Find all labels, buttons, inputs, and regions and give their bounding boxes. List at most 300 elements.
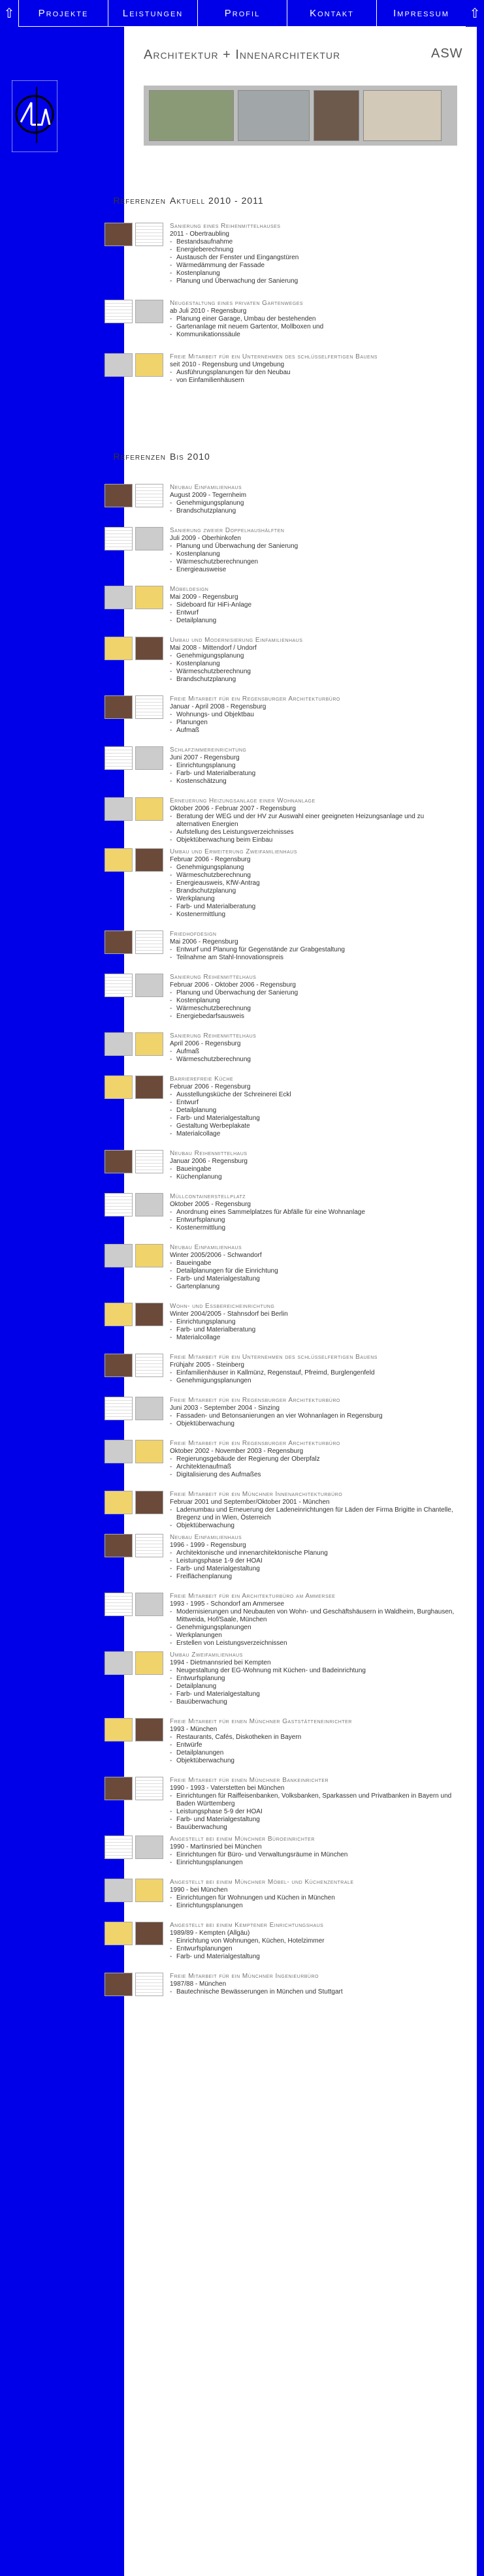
project-task: - Detailplanung [170,617,457,625]
project-thumbnail[interactable] [135,586,163,609]
project-thumbnails [105,1150,163,1173]
project-task: - Materialcollage [170,1130,457,1138]
project-entry [170,1354,457,1385]
project-date-location: Februar 2001 und September/Oktober 2001 - München [170,1499,330,1506]
project-task: - Brandschutzplanung [170,507,457,515]
project-task: - Einrichtungsplanung [170,762,457,770]
project-title: Friedhofdesign [170,930,217,938]
project-thumbnails [105,930,163,954]
nav-kontakt[interactable]: Kontakt [287,0,376,27]
project-title: Sanierung Reihenmittelhaus [170,974,257,981]
project-task: - Einrichtungsplanungen [170,1859,457,1867]
project-thumbnail[interactable] [105,1303,133,1326]
project-thumbnail[interactable] [105,1973,133,1996]
project-task: - Planung einer Garage, Umbau der bestehenden [170,315,457,323]
project-task: - Werkplanung [170,895,457,903]
project-thumbnail[interactable] [135,1440,163,1463]
project-task: - Bautechnische Bewässerungen in München und Stuttgart [170,1988,457,1996]
project-tasks [170,1412,457,1428]
project-task: - Detailplanung [170,1683,457,1691]
project-task: - Kostenermittlung [170,1224,457,1232]
project-task: - Digitalisierung des Aufmaßes [170,1471,457,1479]
project-thumbnail[interactable] [105,1922,133,1945]
project-task: - Genehmigungsplanung [170,500,457,507]
project-task: - Detailplanungen für die Einrichtung [170,1267,457,1275]
project-date-location: Oktober 2002 - November 2003 - Regensburg [170,1448,304,1455]
project-thumbnails [105,848,163,872]
project-entry [170,848,457,919]
project-thumbnails [105,1534,163,1557]
project-thumbnail[interactable] [135,848,163,872]
project-title: Umbau und Modernisierung Einfamilienhaus [170,637,303,644]
project-thumbnail[interactable] [135,797,163,821]
project-task: - Detailplanung [170,1107,457,1115]
project-thumbnail[interactable] [135,484,163,507]
project-date-location: Mai 2008 - Mittendorf / Undorf [170,644,257,652]
project-task: - Objektüberwachung [170,1420,457,1428]
project-task: - Architektenaufmaß [170,1463,457,1471]
project-title: Freie Mitarbeit für ein Regensburger Architekturbüro [170,1440,340,1447]
project-tasks [170,1455,457,1479]
project-tasks [170,369,457,385]
project-title: Freie Mitarbeit für einen Münchner Bankeinrichter [170,1777,329,1784]
project-title: Neubau Reihenmittelhaus [170,1150,248,1157]
nav-projekte[interactable]: Projekte [18,0,108,27]
project-task: - Beratung der WEG und der HV zur Auswahl einer geeigneten Heizungsanlage und zu alternativen Energien [170,813,457,829]
project-task: - Farb- und Materialberatung [170,770,457,778]
project-tasks [170,1937,457,1961]
project-entry [170,1440,457,1479]
project-tasks [170,1318,457,1342]
project-thumbnail[interactable] [135,1718,163,1741]
project-date-location: 1990 - bei München [170,1886,228,1894]
project-thumbnail[interactable] [135,353,163,377]
project-task: - Wärmedämmung der Fassade [170,262,457,270]
project-date-location: 1989/89 - Kempten (Allgäu) [170,1930,250,1937]
project-task: - Energiebedarfsausweis [170,1013,457,1021]
project-task: - Farb- und Materialberatung [170,1326,457,1334]
project-tasks [170,813,457,844]
project-thumbnail[interactable] [105,695,133,719]
project-date-location: Oktober 2006 - Februar 2007 - Regensburg [170,805,296,812]
project-thumbnail[interactable] [135,527,163,550]
project-thumbnail[interactable] [135,1397,163,1420]
project-entry [170,746,457,786]
project-thumbnail[interactable] [135,1150,163,1173]
project-date-location: Januar - April 2008 - Regensburg [170,703,266,710]
project-title: Neugestaltung eines privaten Gartenweges [170,300,304,307]
project-entry [170,1973,457,1996]
project-title: Neubau Einfamilienhaus [170,1534,242,1541]
project-thumbnail[interactable] [105,527,133,550]
project-tasks [170,1506,457,1530]
project-title: Neubau Einfamilienhaus [170,484,242,491]
project-task: - Ausstellungsküche der Schreinerei Eckl [170,1091,457,1099]
project-date-location: August 2009 - Tegernheim [170,492,247,499]
project-thumbnails [105,223,163,246]
project-tasks [170,711,457,735]
project-date-location: Mai 2006 - Regensburg [170,938,238,946]
project-entry [170,223,457,285]
project-entry [170,1593,457,1647]
project-thumbnails [105,1593,163,1616]
project-task: - Farb- und Materialgestaltung [170,1275,457,1283]
project-tasks [170,1608,457,1647]
project-task: - Energieberechnung [170,246,457,254]
project-title: Schlafzimmereinrichtung [170,746,247,754]
project-thumbnail[interactable] [105,586,133,609]
project-tasks [170,543,457,574]
project-task: - Detailplanungen [170,1749,457,1757]
project-task: - Entwurf und Planung für Gegenstände zur Grabgestaltung [170,946,457,954]
project-thumbnail[interactable] [105,1075,133,1099]
section-prefix: Referenzen [113,195,166,206]
project-tasks [170,1894,457,1910]
project-task: - Wärmeschutzberechnung [170,1005,457,1013]
project-title: Freie Mitarbeit für ein Münchner Innenarchitekturbüro [170,1491,343,1498]
project-thumbnail[interactable] [135,1075,163,1099]
project-thumbnail[interactable] [105,1879,133,1902]
project-thumbnail[interactable] [105,1354,133,1377]
header-photo [238,90,310,141]
project-thumbnail[interactable] [105,1440,133,1463]
up-arrow-icon[interactable]: ⇧ [3,7,15,21]
project-task: - Genehmigungsplanungen [170,1377,457,1385]
project-thumbnail[interactable] [135,1491,163,1514]
project-date-location: Februar 2006 - Oktober 2006 - Regensburg [170,981,296,989]
project-title: Freie Mitarbeit für ein Regensburger Architekturbüro [170,1397,340,1404]
project-tasks [170,762,457,786]
project-task: - Wärmeschutzberechnung [170,668,457,676]
project-title: Freie Mitarbeit für ein Unternehmen des schlüsselfertigen Bauens [170,1354,378,1361]
project-task: - Farb- und Materialgestaltung [170,1115,457,1122]
project-task: - Entwurfsplanung [170,1216,457,1224]
project-thumbnails [105,637,163,660]
project-thumbnail[interactable] [135,974,163,997]
project-task: - Einrichtungsplanung [170,1318,457,1326]
project-task: - Gestaltung Werbeplakate [170,1122,457,1130]
project-date-location: Juni 2003 - September 2004 - Sinzing [170,1405,280,1412]
project-entry [170,1075,457,1138]
project-task: - Entwürfe [170,1741,457,1749]
project-thumbnail[interactable] [135,1651,163,1675]
project-thumbnail[interactable] [135,930,163,954]
project-entry [170,1193,457,1232]
project-thumbnail[interactable] [135,1777,163,1800]
project-task: - Einrichtungsplanungen [170,1902,457,1910]
project-task: - Ausführungsplanungen für den Neubau [170,369,457,377]
project-thumbnail[interactable] [105,1244,133,1267]
project-title: Sanierung zweier Doppelhaushälften [170,527,285,534]
project-thumbnails [105,1777,163,1800]
project-task: - Entwurfsplanungen [170,1945,457,1953]
project-task: - Freiflächenplanung [170,1573,457,1581]
project-title: Erneuerung Heizungsanlage einer Wohnanlage [170,797,315,804]
project-thumbnails [105,484,163,507]
project-task: - Brandschutzplanung [170,887,457,895]
project-task: - Farb- und Materialberatung [170,903,457,911]
project-tasks [170,315,457,339]
project-thumbnail[interactable] [135,1593,163,1616]
project-thumbnails [105,1397,163,1420]
project-date-location: Februar 2006 - Regensburg [170,1083,251,1090]
project-tasks [170,652,457,684]
project-date-location: Mai 2009 - Regensburg [170,594,238,601]
project-task: - Sideboard für HiFi-Anlage [170,601,457,609]
project-thumbnail[interactable] [105,300,133,323]
project-thumbnails [105,1718,163,1741]
project-thumbnails [105,1973,163,1996]
project-thumbnail[interactable] [105,930,133,954]
section-label: Bis 2010 [170,451,210,462]
project-entry [170,353,457,385]
project-title: Angestellt bei einem Münchner Möbel- und Küchenzentrale [170,1879,354,1886]
section-title-past [113,451,210,462]
project-date-location: ab Juli 2010 - Regensburg [170,308,247,315]
section-label: Aktuell 2010 - 2011 [170,195,264,206]
project-task: - Farb- und Materialgestaltung [170,1953,457,1961]
project-entry [170,1718,457,1765]
header-photo-strip [144,86,457,146]
project-thumbnail[interactable] [105,1718,133,1741]
project-title: Freie Mitarbeit für ein Architekturbüro am Ammersee [170,1593,336,1600]
project-task: - Ladenumbau und Erneuerung der Ladeneinrichtungen für Läden der Firma Brigitte in Chantelle, Bregenz und in Wien, Österreich [170,1506,457,1522]
project-thumbnails [105,1032,163,1056]
project-entry [170,1150,457,1181]
project-tasks [170,238,457,285]
project-date-location: Juli 2009 - Oberhinkofen [170,535,241,542]
project-thumbnail[interactable] [105,1032,133,1056]
project-entry [170,484,457,515]
project-task: - Materialcollage [170,1334,457,1342]
project-thumbnails [105,527,163,550]
project-task: - Baueingabe [170,1260,457,1267]
project-title: Sanierung eines Reihenmittelhauses [170,223,281,230]
project-entry [170,527,457,574]
sidebar [0,27,124,2576]
project-thumbnail[interactable] [105,974,133,997]
project-date-location: Januar 2006 - Regensburg [170,1158,248,1165]
section-prefix: Referenzen [113,451,166,462]
project-task: - Kostenplanung [170,997,457,1005]
project-thumbnails [105,1922,163,1945]
project-thumbnails [105,1491,163,1514]
project-title: Neubau Einfamilienhaus [170,1244,242,1251]
project-task: - Bestandsaufnahme [170,238,457,246]
project-date-location: seit 2010 - Regensburg und Umgebung [170,361,285,368]
project-thumbnails [105,746,163,770]
project-thumbnail[interactable] [105,797,133,821]
project-tasks [170,1792,457,1832]
project-thumbnail[interactable] [135,300,163,323]
project-entry [170,1303,457,1342]
project-tasks [170,1734,457,1765]
project-thumbnail[interactable] [135,746,163,770]
project-tasks [170,946,457,962]
project-task: - Planungen [170,719,457,727]
project-tasks [170,1988,457,1996]
project-task: - Einfamilienhäuser in Kallmünz, Regenstauf, Pfreimd, Burglengenfeld [170,1369,457,1377]
project-tasks [170,500,457,515]
project-thumbnail[interactable] [105,637,133,660]
project-thumbnail[interactable] [105,353,133,377]
project-entry [170,1534,457,1581]
project-task: - Modernisierungen und Neubauten von Wohn- und Geschäftshäusern in Waldheim, Burghausen, Mittweida, Hof/Saale, München [170,1608,457,1624]
project-tasks [170,1851,457,1867]
project-thumbnail[interactable] [105,484,133,507]
project-task: - Wärmeschutzberechnung [170,872,457,880]
project-task: - Einrichtungen für Büro- und Verwaltungsräume in München [170,1851,457,1859]
project-date-location: Winter 2005/2006 - Schwandorf [170,1252,262,1259]
project-tasks [170,1091,457,1138]
project-task: - Aufmaß [170,1048,457,1056]
project-task: - Entwurf [170,609,457,617]
project-task: - Objektüberwachung [170,1522,457,1530]
project-task: - Restaurants, Cafés, Diskotheken in Bayern [170,1734,457,1741]
project-tasks [170,1550,457,1581]
project-task: - Regierungsgebäude der Regierung der Oberpfalz [170,1455,457,1463]
project-date-location: April 2006 - Regensburg [170,1040,241,1047]
project-task: - Einrichtungen für Wohnungen und Küchen in München [170,1894,457,1902]
project-thumbnail[interactable] [105,1491,133,1514]
project-thumbnail[interactable] [105,746,133,770]
project-thumbnails [105,1075,163,1099]
project-task: - Genehmigungsplanung [170,864,457,872]
project-thumbnails [105,1244,163,1267]
project-task: - Baueingabe [170,1166,457,1173]
project-tasks [170,1667,457,1706]
project-thumbnail[interactable] [105,1836,133,1859]
project-thumbnails [105,1303,163,1326]
project-thumbnail[interactable] [105,1534,133,1557]
project-title: Angestellt bei einem Kemptener Einrichtungshaus [170,1922,324,1929]
nav-impressum[interactable]: Impressum [376,0,466,27]
project-date-location: 1990 - Martinsried bei München [170,1843,262,1851]
project-title: Sanierung Reihenmittelhaus [170,1032,257,1040]
project-thumbnails [105,586,163,609]
project-thumbnail[interactable] [105,1150,133,1173]
project-thumbnails [105,353,163,377]
project-task: - Kostenplanung [170,550,457,558]
project-thumbnail[interactable] [135,1244,163,1267]
project-task: - Bauüberwachung [170,1698,457,1706]
project-task: - Entwurfsplanung [170,1675,457,1683]
nav-profil[interactable]: Profil [197,0,287,27]
project-thumbnail[interactable] [135,637,163,660]
project-task: - Fassaden- und Betonsanierungen an vier Wohnanlagen in Regensburg [170,1412,457,1420]
top-navigation [0,0,484,27]
project-entry [170,695,457,735]
project-date-location: 2011 - Obertraubling [170,231,229,238]
project-date-location: 1996 - 1999 - Regensburg [170,1542,246,1549]
project-task: - Planung und Überwachung der Sanierung [170,543,457,550]
project-task: - Genehmigungsplanung [170,652,457,660]
project-date-location: Februar 2006 - Regensburg [170,856,251,863]
header-photo [363,90,442,141]
project-title: Wohn- und Essbereicheinrichtung [170,1303,275,1310]
project-task: - Kostenplanung [170,270,457,278]
header-photo [314,90,359,141]
project-entry [170,1777,457,1832]
project-thumbnail[interactable] [135,1354,163,1377]
project-thumbnail[interactable] [135,695,163,719]
project-task: - Brandschutzplanung [170,676,457,684]
project-thumbnail[interactable] [105,1193,133,1216]
project-entry [170,300,457,339]
project-thumbnail[interactable] [105,1777,133,1800]
up-arrow-icon[interactable]: ⇧ [469,7,481,21]
project-entry [170,1397,457,1428]
project-task: - Farb- und Materialgestaltung [170,1565,457,1573]
project-task: - Neugestaltung der EG-Wohnung mit Küchen- und Badeinrichtung [170,1667,457,1675]
project-entry [170,586,457,625]
project-thumbnails [105,1836,163,1859]
project-thumbnail[interactable] [135,1836,163,1859]
project-entry [170,974,457,1021]
project-tasks [170,1260,457,1291]
project-title: Möbeldesign [170,586,209,593]
project-date-location: Juni 2007 - Regensburg [170,754,240,761]
project-entry [170,930,457,962]
project-thumbnail[interactable] [105,1397,133,1420]
project-task: - Objektüberwachung beim Einbau [170,836,457,844]
project-task: - Leistungsphase 1-9 der HOAI [170,1557,457,1565]
project-entry [170,1244,457,1291]
project-thumbnail[interactable] [135,1879,163,1902]
project-tasks [170,864,457,919]
project-thumbnail[interactable] [135,1973,163,1996]
project-thumbnail[interactable] [135,1303,163,1326]
project-thumbnail[interactable] [135,1534,163,1557]
project-title: Umbau Zweifamilienhaus [170,1651,243,1659]
project-thumbnail[interactable] [105,1593,133,1616]
logo-icon [12,80,57,152]
project-task: - Architektonische und innenarchitektonische Planung [170,1550,457,1557]
project-title: Freie Mitarbeit für ein Münchner Ingenieurbüro [170,1973,319,1980]
project-task: - Kostenplanung [170,660,457,668]
project-tasks [170,1369,457,1385]
project-thumbnails [105,300,163,323]
nav-leistungen[interactable]: Leistungen [108,0,197,27]
project-title: Freie Mitarbeit für ein Regensburger Architekturbüro [170,695,340,703]
project-entry [170,797,457,844]
project-thumbnail[interactable] [105,848,133,872]
project-thumbnail[interactable] [135,1922,163,1945]
project-thumbnail[interactable] [105,1651,133,1675]
project-task: - Werkplanungen [170,1632,457,1640]
project-date-location: 1993 - München [170,1726,218,1733]
project-task: - Entwurf [170,1099,457,1107]
project-task: - Austausch der Fenster und Eingangstüren [170,254,457,262]
project-thumbnail[interactable] [135,1193,163,1216]
project-entry [170,1491,457,1530]
project-date-location: Oktober 2005 - Regensburg [170,1201,251,1208]
project-date-location: 1994 - Dietmannsried bei Kempten [170,1659,271,1666]
project-date-location: 1993 - 1995 - Schondorf am Ammersee [170,1600,285,1608]
project-entry [170,1032,457,1064]
project-task: - Farb- und Materialgestaltung [170,1691,457,1698]
project-entry [170,1836,457,1867]
project-task: - Küchenplanung [170,1173,457,1181]
project-thumbnails [105,974,163,997]
project-task: - Wohnungs- und Objektbau [170,711,457,719]
project-thumbnail[interactable] [135,1032,163,1056]
project-task: - Kostenschätzung [170,778,457,786]
project-thumbnail[interactable] [105,223,133,246]
project-thumbnail[interactable] [135,223,163,246]
project-task: - Planung und Überwachung der Sanierung [170,989,457,997]
site-abbr: ASW [431,46,463,61]
